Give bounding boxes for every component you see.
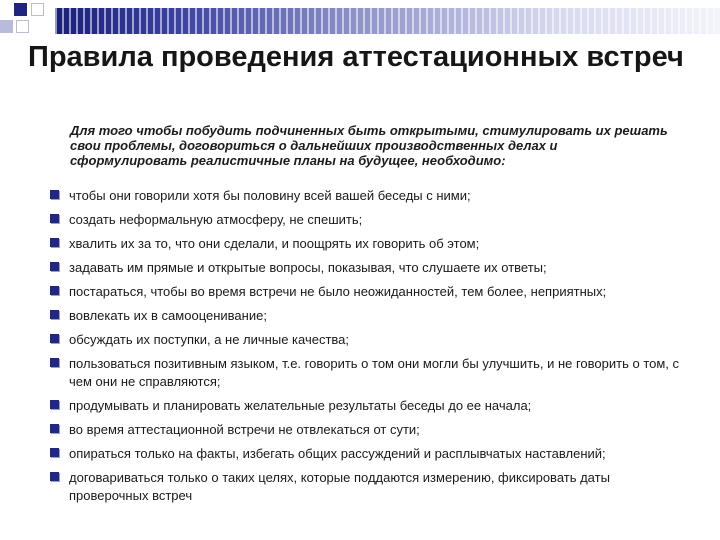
square-bullet-icon [50, 400, 59, 409]
list-item [44, 421, 684, 439]
list-item-text: обсуждать их поступки, а не личные качества; [69, 332, 350, 347]
list-item [44, 211, 684, 229]
list-item [44, 469, 684, 505]
rules-list [44, 187, 684, 511]
list-item-text: договариваться только о таких целях, которые поддаются измерению, фиксировать даты проверочных встреч [69, 470, 610, 503]
square-bullet-icon [50, 448, 59, 457]
square-bullet-icon [50, 238, 59, 247]
decoration-square-icon [31, 3, 44, 16]
list-item-text: задавать им прямые и открытые вопросы, показывая, что слушаете их ответы; [69, 260, 547, 275]
square-bullet-icon [50, 334, 59, 343]
list-item-text: чтобы они говорили хотя бы половину всей вашей беседы с ними; [69, 188, 471, 203]
list-item [44, 307, 684, 325]
square-bullet-icon [50, 190, 59, 199]
list-item [44, 445, 684, 463]
list-item-text: продумывать и планировать желательные результаты беседы до ее начала; [69, 398, 532, 413]
list-item-text: хвалить их за то, что они сделали, и поощрять их говорить об этом; [69, 236, 480, 251]
list-item [44, 235, 684, 253]
list-item-text: во время аттестационной встречи не отвлекаться от сути; [69, 422, 420, 437]
header-gradient-band [55, 8, 720, 34]
list-item-text: постараться, чтобы во время встречи не было неожиданностей, тем более, неприятных; [69, 284, 607, 299]
list-item [44, 355, 684, 391]
square-bullet-icon [50, 262, 59, 271]
list-item-text: опираться только на факты, избегать общих рассуждений и расплывчатых наставлений; [69, 446, 606, 461]
square-bullet-icon [50, 310, 59, 319]
list-item [44, 187, 684, 205]
list-item-text: пользоваться позитивным языком, т.е. говорить о том они могли бы улучшить, и не говорить о том, с чем они не справляются; [69, 356, 680, 389]
list-item-text: вовлекать их в самооценивание; [69, 308, 267, 323]
decoration-square-icon [0, 20, 13, 33]
intro-paragraph: Для того чтобы побудить подчиненных быть открытыми, стимулировать их решать свои проблемы, договориться о дальнейших производственных делах и сформулировать реалистичные планы на будущее, необходимо: [70, 123, 668, 168]
square-bullet-icon [50, 358, 59, 367]
square-bullet-icon [50, 286, 59, 295]
list-item [44, 259, 684, 277]
square-bullet-icon [50, 424, 59, 433]
decoration-square-icon [14, 3, 27, 16]
decoration-square-icon [16, 20, 29, 33]
square-bullet-icon [50, 214, 59, 223]
square-bullet-icon [50, 472, 59, 481]
list-item [44, 331, 684, 349]
list-item [44, 283, 684, 301]
list-item [44, 397, 684, 415]
list-item-text: создать неформальную атмосферу, не спешить; [69, 212, 363, 227]
slide-title: Правила проведения аттестационных встреч [28, 41, 684, 73]
